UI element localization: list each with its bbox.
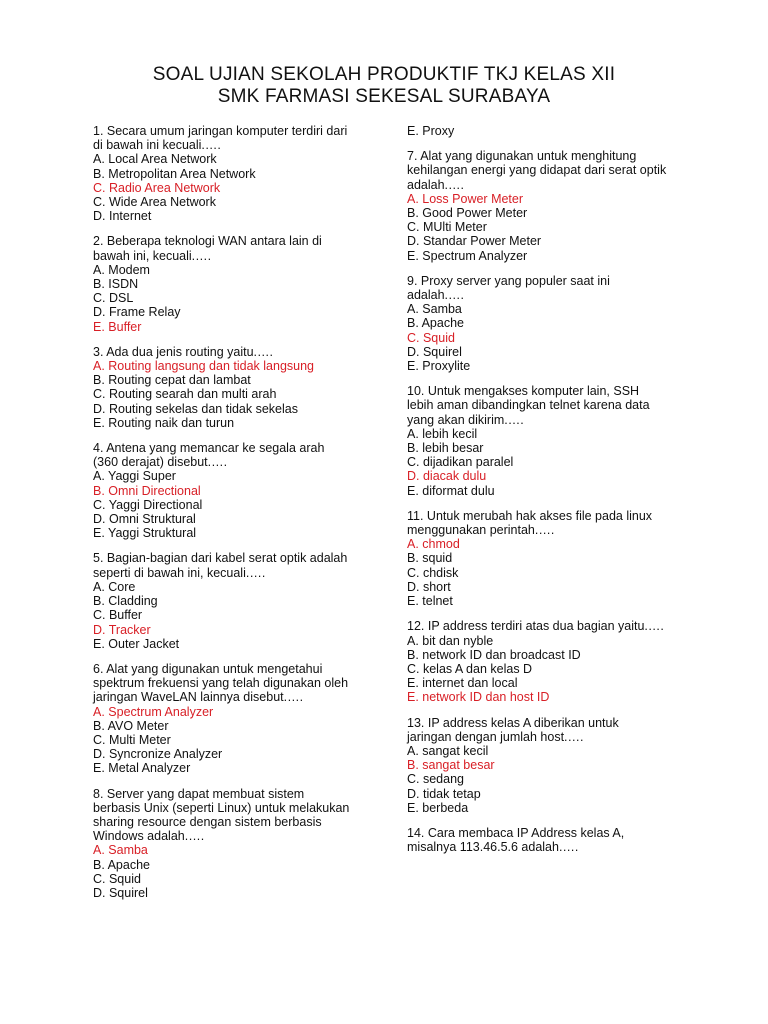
answer-option: E. Metal Analyzer xyxy=(93,761,191,776)
question-block xyxy=(407,826,682,854)
answer-option: D. Omni Struktural xyxy=(93,512,196,527)
answer-option: B. ISDN xyxy=(93,277,139,292)
answer-option-correct: C. Squid xyxy=(407,330,455,345)
answer-option: D. tidak tetap xyxy=(407,786,481,801)
answer-option: A. Samba xyxy=(407,302,462,317)
answer-option: B. AVO Meter xyxy=(93,718,169,733)
question-block xyxy=(407,509,682,608)
answer-option: C. Buffer xyxy=(93,608,143,623)
answer-option: A. Core xyxy=(93,579,136,594)
answer-option: D. Routing sekelas dan tidak sekelas xyxy=(93,401,298,416)
answer-option: E. diformat dulu xyxy=(407,483,495,498)
answer-option: D. Squirel xyxy=(93,885,148,900)
answer-option: D. Internet xyxy=(93,209,152,224)
answer-option: A. bit dan nyble xyxy=(407,633,494,648)
question-text: 7. Alat yang digunakan untuk menghitung kehilangan energi yang didapat dari serat optik adalah.…. xyxy=(407,149,667,192)
question-block xyxy=(93,124,383,223)
question-text: 2. Beberapa teknologi WAN antara lain di bawah ini, kecuali.…. xyxy=(93,234,322,263)
answer-option: E. Spectrum Analyzer xyxy=(407,248,528,263)
answer-option: B. squid xyxy=(407,551,453,566)
question-text: 10. Untuk mengakses komputer lain, SSH lebih aman dibandingkan telnet karena data yang akan dikirim.…. xyxy=(407,384,650,427)
answer-option: E. telnet xyxy=(407,594,453,609)
question-text: 1. Secara umum jaringan komputer terdiri dari di bawah ini kecuali.…. xyxy=(93,124,348,153)
answer-option-correct: A. Spectrum Analyzer xyxy=(93,704,214,719)
left-question-column xyxy=(93,124,383,911)
answer-option: E. Outer Jacket xyxy=(93,636,180,651)
answer-option-correct: E. Buffer xyxy=(93,319,142,334)
answer-option: C. MUlti Meter xyxy=(407,220,487,235)
title-line-2: SMK FARMASI SEKESAL SURABAYA xyxy=(217,86,551,107)
answer-option: A. lebih kecil xyxy=(407,426,478,441)
question-text: 12. IP address terdiri atas dua bagian yaitu.…. xyxy=(407,619,664,634)
answer-option: C. sedang xyxy=(407,772,464,787)
document-title xyxy=(0,64,768,108)
answer-option: E. internet dan local xyxy=(407,676,518,691)
answer-option-correct: A. Routing langsung dan tidak langsung xyxy=(93,359,314,374)
question-block xyxy=(407,274,682,373)
answer-option: B. Metropolitan Area Network xyxy=(93,166,256,181)
answer-option-correct: A. Samba xyxy=(93,843,148,858)
answer-option: C. Wide Area Network xyxy=(93,195,216,210)
answer-option: D. short xyxy=(407,579,451,594)
answer-option: E. berbeda xyxy=(407,800,469,815)
question-block xyxy=(93,662,383,776)
question-text: 13. IP address kelas A diberikan untuk jaringan dengan jumlah host.…. xyxy=(407,715,619,744)
answer-option: A. Modem xyxy=(93,262,150,277)
answer-option: D. Squirel xyxy=(407,344,462,359)
question-block xyxy=(407,384,682,498)
answer-option: B. lebih besar xyxy=(407,441,484,456)
question-block xyxy=(93,234,383,333)
answer-option: A. sangat kecil xyxy=(407,743,489,758)
answer-option-correct: D. Tracker xyxy=(93,622,151,637)
question-block xyxy=(93,551,383,650)
question-block xyxy=(93,787,383,901)
answer-option-correct: B. sangat besar xyxy=(407,758,495,773)
question-block xyxy=(93,345,383,430)
answer-option: B. network ID dan broadcast ID xyxy=(407,647,581,662)
answer-option: C. dijadikan paralel xyxy=(407,455,514,470)
question-block xyxy=(407,124,682,138)
answer-option: C. Squid xyxy=(93,871,141,886)
answer-option: B. Apache xyxy=(93,857,150,872)
answer-option-correct: A. Loss Power Meter xyxy=(407,191,524,206)
right-question-column xyxy=(407,124,682,865)
answer-option-correct: D. diacak dulu xyxy=(407,469,487,484)
answer-option: A. Yaggi Super xyxy=(93,469,176,484)
answer-option-correct: B. Omni Directional xyxy=(93,483,201,498)
question-text: 14. Cara membaca IP Address kelas A, misalnya 113.46.5.6 adalah.…. xyxy=(407,825,625,855)
answer-option: C. Yaggi Directional xyxy=(93,497,203,512)
question-text: 8. Server yang dapat membuat sistem berbasis Unix (seperti Linux) untuk melakukan sharing resource dengan sistem berbasis Windows adalah.…. xyxy=(93,786,350,844)
answer-option: D. Syncronize Analyzer xyxy=(93,747,223,762)
answer-option: C. kelas A dan kelas D xyxy=(407,661,533,676)
question-block xyxy=(407,149,682,263)
answer-option: E. Routing naik dan turun xyxy=(93,415,235,430)
question-text: 4. Antena yang memancar ke segala arah (360 derajat) disebut.…. xyxy=(93,441,325,470)
answer-option: E. Proxy xyxy=(407,124,455,138)
answer-option: B. Good Power Meter xyxy=(407,206,528,221)
answer-option: E. Proxylite xyxy=(407,359,471,374)
question-text: 9. Proxy server yang populer saat ini adalah.…. xyxy=(407,273,610,303)
question-block xyxy=(407,619,682,704)
answer-option: D. Standar Power Meter xyxy=(407,234,542,249)
answer-option: C. chdisk xyxy=(407,565,459,580)
answer-option: B. Routing cepat dan lambat xyxy=(93,373,251,388)
question-block xyxy=(93,441,383,540)
answer-option: B. Cladding xyxy=(93,594,158,609)
question-block xyxy=(407,716,682,815)
question-text: 6. Alat yang digunakan untuk mengetahui spektrum frekuensi yang telah digunakan oleh jaringan WaveLAN lainnya disebut.…. xyxy=(93,661,349,705)
question-text: 3. Ada dua jenis routing yaitu.…. xyxy=(93,344,273,359)
answer-option: C. DSL xyxy=(93,291,134,306)
answer-option-correct: E. network ID dan host ID xyxy=(407,690,550,705)
question-text: 11. Untuk merubah hak akses file pada linux menggunakan perintah.…. xyxy=(407,508,653,538)
answer-option: C. Routing searah dan multi arah xyxy=(93,387,277,402)
answer-option: D. Frame Relay xyxy=(93,305,181,320)
title-line-1: SOAL UJIAN SEKOLAH PRODUKTIF TKJ KELAS XII xyxy=(152,64,616,85)
answer-option: C. Multi Meter xyxy=(93,732,171,747)
answer-option: E. Yaggi Struktural xyxy=(93,526,197,541)
answer-option-correct: A. chmod xyxy=(407,537,460,552)
answer-option: A. Local Area Network xyxy=(93,152,217,167)
answer-option-correct: C. Radio Area Network xyxy=(93,180,221,195)
question-text: 5. Bagian-bagian dari kabel serat optik adalah seperti di bawah ini, kecuali.…. xyxy=(93,551,348,580)
answer-option: B. Apache xyxy=(407,316,464,331)
